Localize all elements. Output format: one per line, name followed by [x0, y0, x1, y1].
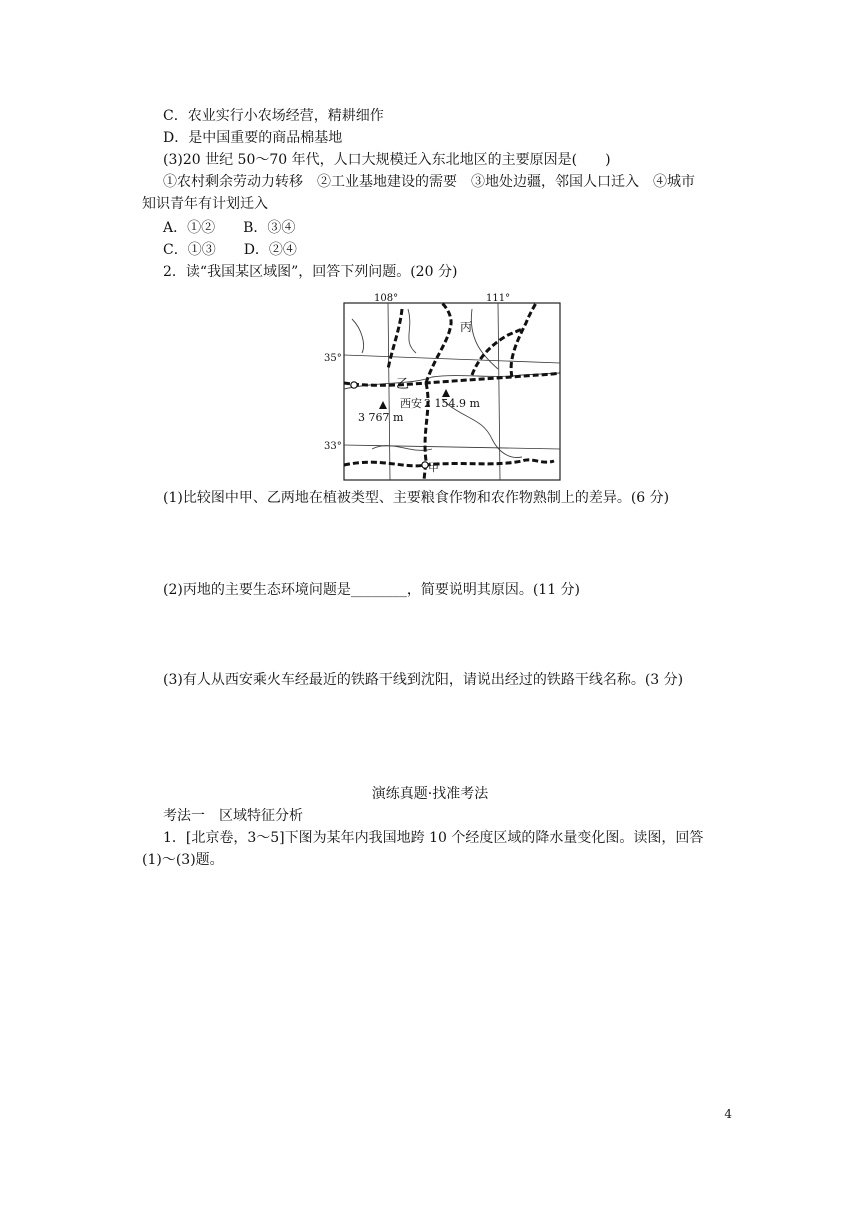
parallel-35	[344, 355, 560, 363]
rivers	[344, 309, 560, 457]
meridian-108	[388, 303, 390, 480]
label-bing: 丙	[460, 320, 473, 334]
sub-question-3-stem: (3)20 世纪 50～70 年代，人口大规模迁入东北地区的主要原因是( )	[163, 152, 611, 168]
page-number: 4	[724, 1107, 732, 1121]
sub-question-3: (3)有人从西安乘火车经最近的铁路干线到沈阳，请说出经过的铁路干线名称。(3 分)	[163, 672, 684, 688]
label-jia: 甲	[428, 461, 439, 474]
map-frame	[344, 303, 560, 480]
lon-108-label: 108°	[374, 293, 399, 304]
method-heading: 考法一 区域特征分析	[163, 808, 303, 824]
option-d: D．是中国重要的商品棉基地	[163, 130, 343, 146]
sub-question-2: (2)丙地的主要生态环境问题是________，简要说明其原因。(11 分)	[163, 582, 581, 598]
options-c-d: C．①③ D．②④	[163, 242, 297, 258]
peak-west-elevation: 3 767 m	[358, 411, 404, 424]
label-xian: 西安	[400, 397, 422, 410]
railways	[344, 303, 560, 480]
peak-west-icon	[379, 401, 387, 409]
city-marker-west	[351, 382, 357, 388]
options-a-b: A．①② B．③④	[163, 220, 296, 236]
lon-111-label: 111°	[486, 293, 511, 304]
peak-east-icon	[442, 389, 450, 397]
option-c: C．农业实行小农场经营，精耕细作	[163, 108, 384, 124]
real-question-1-line1: 1．[北京卷，3～5]下图为某年内我国地跨 10 个经度区域的降水量变化图。读图，回答	[163, 830, 704, 846]
section-title: 演练真题·找准考法	[371, 786, 489, 802]
question-2-stem: 2．读“我国某区域图”，回答下列问题。(20 分)	[163, 264, 458, 280]
sub-question-3-choices-line2: 知识青年有计划迁入	[142, 196, 268, 212]
label-yi: 乙	[396, 377, 410, 392]
real-question-1-line2: (1)～(3)题。	[142, 852, 224, 868]
meridian-111	[498, 303, 500, 480]
region-map	[322, 289, 562, 486]
sub-question-1: (1)比较图中甲、乙两地在植被类型、主要粮食作物和农作物熟制上的差异。(6 分)	[163, 490, 670, 506]
sub-question-3-choices-line1: ①农村剩余劳动力转移 ②工业基地建设的需要 ③地处边疆，邻国人口迁入 ④城市	[163, 174, 695, 190]
peak-east-elevation: 2 154.9 m	[424, 397, 480, 410]
lat-33-label: 33°	[324, 441, 342, 452]
lat-35-label: 35°	[324, 353, 342, 364]
